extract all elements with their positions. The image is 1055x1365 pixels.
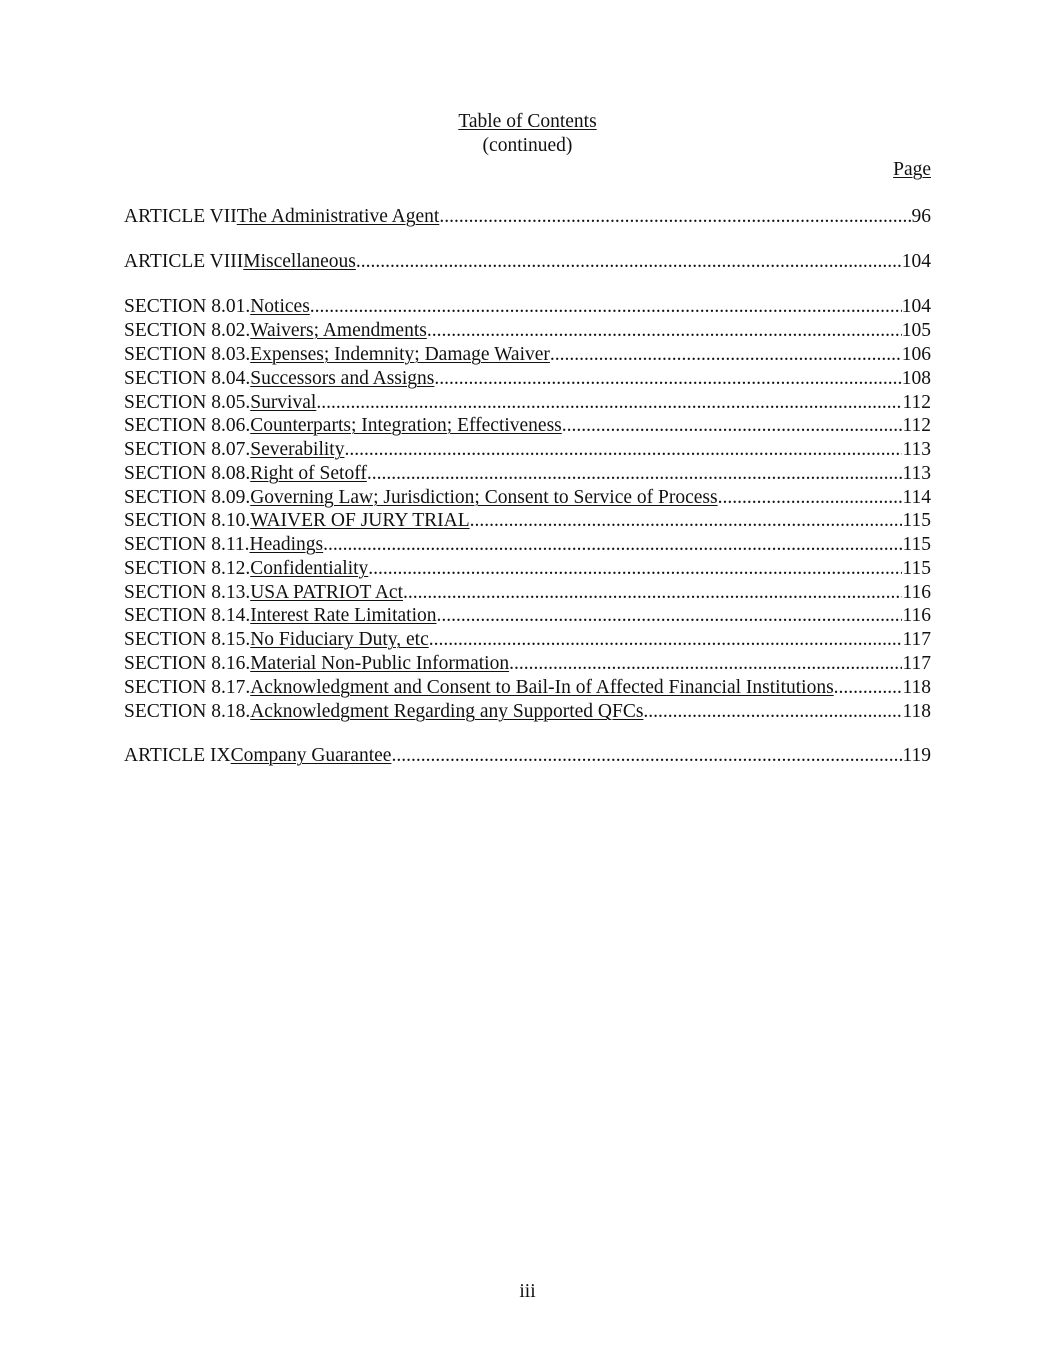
leader-dots (834, 676, 903, 700)
leader-dots (427, 319, 902, 343)
leader-dots (356, 250, 902, 274)
leader-dots (439, 205, 911, 229)
toc-entry-section-8-04[interactable]: SECTION 8.04. Successors and Assigns ..... 108 (124, 367, 931, 391)
toc-entry-section-8-07[interactable]: SECTION 8.07. Severability ..... 113 (124, 438, 931, 462)
page-column-label: Page (893, 159, 931, 180)
toc-entry-article-9[interactable]: ARTICLE IX Company Guarantee ..... 119 (124, 744, 931, 768)
toc-entry-article-7[interactable]: ARTICLE VII The Administrative Agent ..... 96 (124, 205, 931, 229)
toc-entry-section-8-13[interactable]: SECTION 8.13. USA PATRIOT Act ..... 116 (124, 581, 931, 605)
toc-title: Table of Contents (458, 111, 597, 132)
leader-dots (434, 367, 901, 391)
toc-entry-section-8-08[interactable]: SECTION 8.08. Right of Setoff ..... 113 (124, 462, 931, 486)
toc-entry-section-8-10[interactable]: SECTION 8.10. WAIVER OF JURY TRIAL ..... 115 (124, 509, 931, 533)
leader-dots (470, 509, 903, 533)
page-number: iii (519, 1281, 536, 1302)
leader-dots (323, 533, 902, 557)
leader-dots (310, 295, 902, 319)
leader-dots (643, 700, 902, 724)
toc-entry-section-8-01[interactable]: SECTION 8.01. Notices ..... 104 (124, 295, 931, 319)
leader-dots (391, 744, 902, 768)
toc-entry-section-8-18[interactable]: SECTION 8.18. Acknowledgment Regarding any Supported QFCs ..... 118 (124, 700, 931, 724)
toc-entry-section-8-06[interactable]: SECTION 8.06. Counterparts; Integration; Effectiveness ..... 112 (124, 414, 931, 438)
leader-dots (368, 557, 902, 581)
toc-entry-section-8-15[interactable]: SECTION 8.15. No Fiduciary Duty, etc ..... 117 (124, 628, 931, 652)
toc-entry-section-8-17[interactable]: SECTION 8.17. Acknowledgment and Consent to Bail-In of Affected Financial Institutions ..... 118 (124, 676, 931, 700)
toc-entry-section-8-05[interactable]: SECTION 8.05. Survival ..... 112 (124, 391, 931, 415)
toc-entry-section-8-11[interactable]: SECTION 8.11. Headings ..... 115 (124, 533, 931, 557)
leader-dots (562, 414, 903, 438)
leader-dots (429, 628, 903, 652)
leader-dots (718, 486, 903, 510)
leader-dots (509, 652, 902, 676)
leader-dots (344, 438, 902, 462)
leader-dots (403, 581, 902, 605)
leader-dots (437, 604, 903, 628)
toc-entry-section-8-03[interactable]: SECTION 8.03. Expenses; Indemnity; Damage Waiver ..... 106 (124, 343, 931, 367)
leader-dots (550, 343, 902, 367)
toc-subtitle: (continued) (482, 135, 573, 156)
toc-entry-section-8-12[interactable]: SECTION 8.12. Confidentiality ..... 115 (124, 557, 931, 581)
leader-dots (316, 391, 902, 415)
toc-entry-article-8[interactable]: ARTICLE VIII Miscellaneous ..... 104 (124, 250, 931, 274)
toc-entry-section-8-16[interactable]: SECTION 8.16. Material Non-Public Information ..... 117 (124, 652, 931, 676)
toc-entry-section-8-02[interactable]: SECTION 8.02. Waivers; Amendments ..... 105 (124, 319, 931, 343)
leader-dots (367, 462, 903, 486)
toc-entry-section-8-09[interactable]: SECTION 8.09. Governing Law; Jurisdiction; Consent to Service of Process ..... 114 (124, 486, 931, 510)
toc-entry-section-8-14[interactable]: SECTION 8.14. Interest Rate Limitation ..... 116 (124, 604, 931, 628)
